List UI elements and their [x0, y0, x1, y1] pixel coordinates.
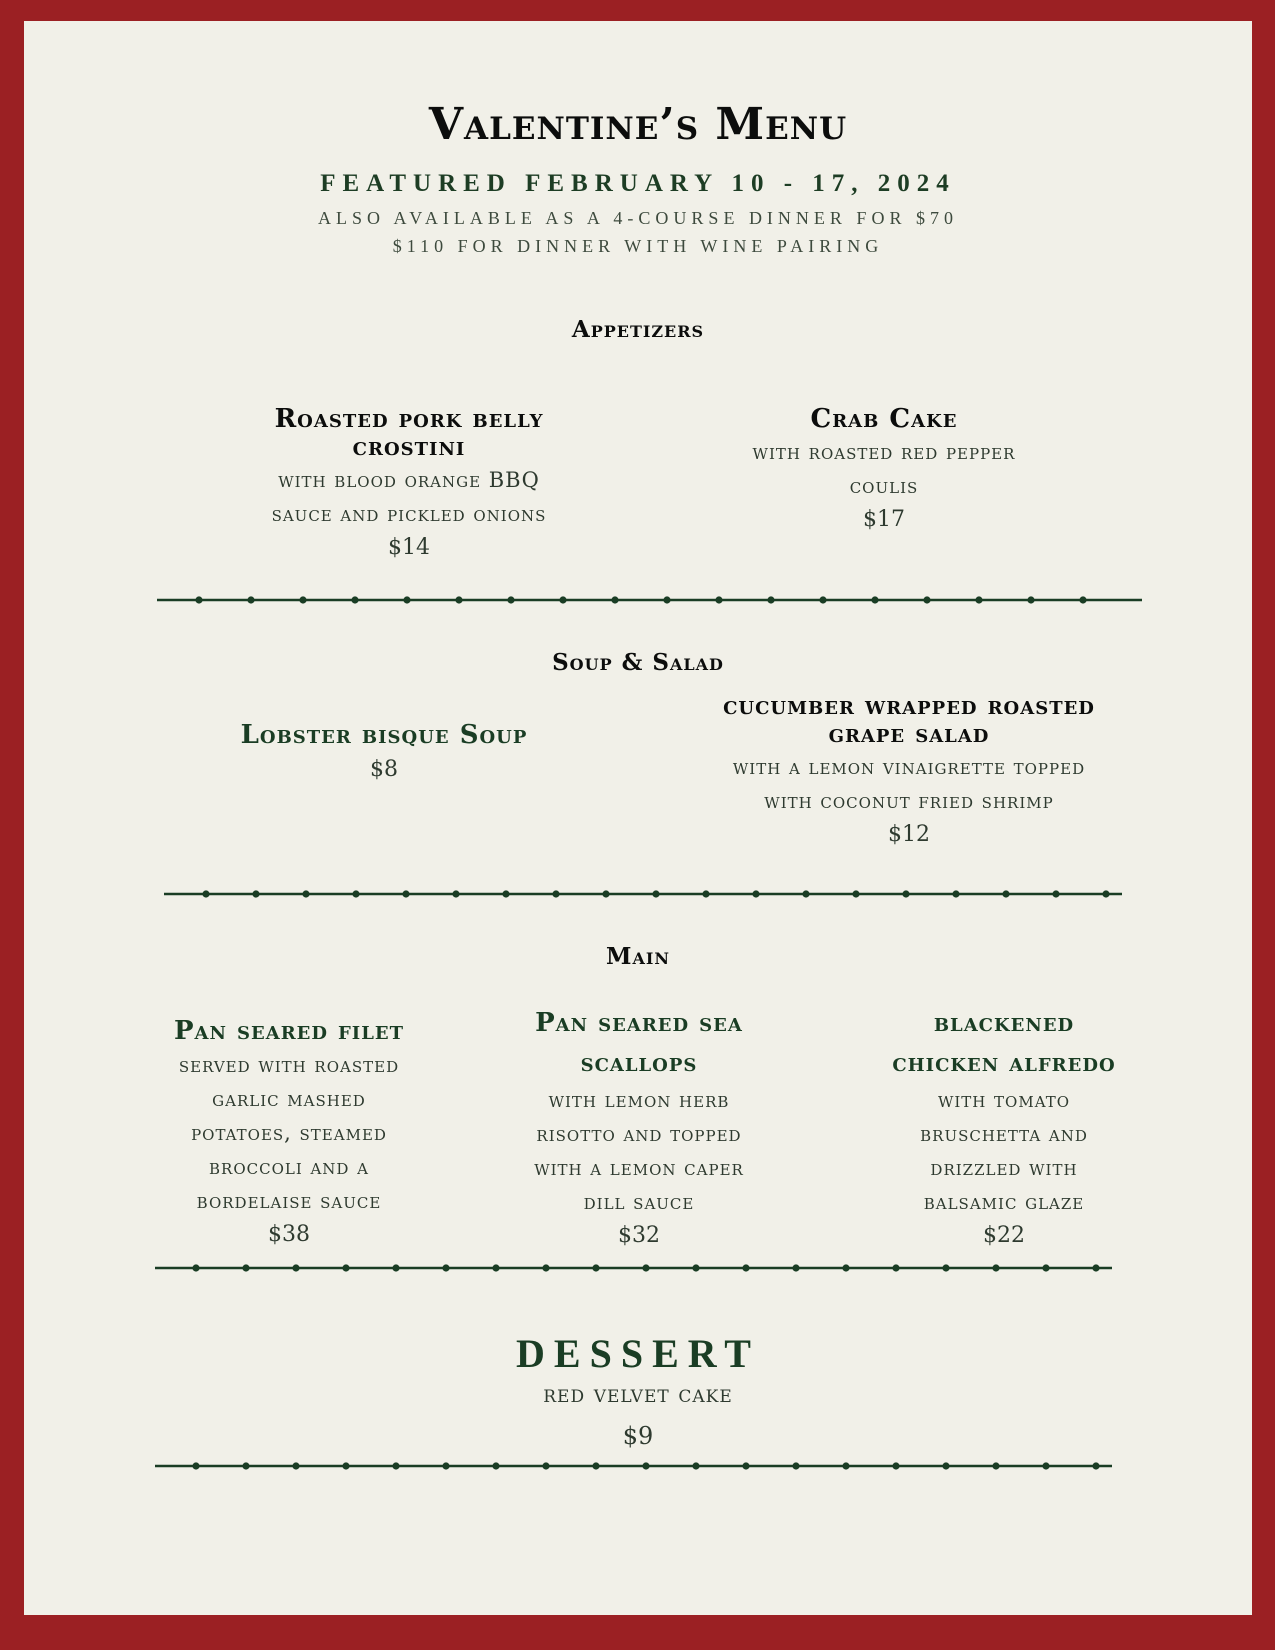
main-item	[849, 1003, 1159, 1253]
soup-salad-item	[184, 721, 584, 787]
item-price: $14	[388, 535, 430, 560]
divider-dot	[542, 1264, 549, 1271]
item-description: with coconut fried shrimp	[764, 789, 1054, 813]
item-price: $22	[983, 1223, 1025, 1248]
divider-dot	[452, 890, 459, 897]
divider-dot	[592, 1462, 599, 1469]
divider-dot	[351, 596, 358, 603]
menu-page	[24, 21, 1252, 1615]
section-divider	[24, 1260, 1252, 1276]
section-title-appetizers: Appetizers	[571, 316, 705, 343]
item-description: coulis	[849, 474, 919, 498]
item-description: drizzled with	[930, 1156, 1078, 1180]
divider-dot	[195, 596, 202, 603]
item-name: Pan seared filet	[173, 1016, 404, 1046]
divider-dot	[559, 596, 566, 603]
wine-pairing-note: $110 FOR DINNER WITH WINE PAIRING	[392, 236, 884, 256]
divider-dot	[642, 1462, 649, 1469]
divider-dot	[1042, 1462, 1049, 1469]
divider-dot	[792, 1462, 799, 1469]
divider-dot	[299, 596, 306, 603]
divider-dot	[592, 1264, 599, 1271]
featured-dates: FEATURED FEBRUARY 10 - 17, 2024	[320, 170, 956, 197]
item-description: with roasted red pepper	[752, 440, 1016, 464]
divider-dot	[715, 596, 722, 603]
divider-dot	[302, 890, 309, 897]
item-description: with blood orange BBQ	[278, 468, 540, 492]
divider-dot	[442, 1264, 449, 1271]
dessert-price: $9	[622, 1422, 654, 1450]
divider-dot	[742, 1462, 749, 1469]
appetizer-item	[664, 405, 1104, 537]
item-name: cucumber wrapped roasted	[723, 691, 1095, 721]
item-description: potatoes, steamed	[191, 1121, 387, 1145]
item-name: grape salad	[828, 719, 990, 749]
divider-dot	[392, 1264, 399, 1271]
divider-dot	[602, 890, 609, 897]
appetizer-item	[189, 405, 629, 565]
item-name: chicken alfredo	[892, 1048, 1116, 1078]
item-price: $17	[863, 507, 905, 532]
dessert-item: red velvet cake	[543, 1380, 733, 1408]
divider-dot	[842, 1264, 849, 1271]
divider-dot	[842, 1462, 849, 1469]
divider-dot	[892, 1264, 899, 1271]
item-description: with tomato	[937, 1088, 1071, 1112]
section-divider	[24, 1458, 1252, 1474]
divider-dot	[1027, 596, 1034, 603]
divider-dot	[819, 596, 826, 603]
divider-dot	[247, 596, 254, 603]
divider-dot	[892, 1462, 899, 1469]
divider-dot	[1092, 1264, 1099, 1271]
divider-dot	[455, 596, 462, 603]
divider-dot	[342, 1264, 349, 1271]
divider-dot	[702, 890, 709, 897]
divider-dot	[507, 596, 514, 603]
divider-dot	[352, 890, 359, 897]
section-title-dessert: DESSERT	[516, 1331, 760, 1376]
soup-salad-item	[639, 692, 1179, 852]
section-divider	[24, 592, 1252, 608]
divider-dot	[492, 1462, 499, 1469]
item-description: risotto and topped	[536, 1122, 742, 1146]
item-description: garlic mashed	[212, 1087, 366, 1111]
divider-dot	[802, 890, 809, 897]
item-price: $32	[618, 1223, 660, 1248]
divider-dot	[1102, 890, 1109, 897]
divider-dot	[1092, 1462, 1099, 1469]
divider-dot	[542, 1462, 549, 1469]
divider-dot	[242, 1462, 249, 1469]
section-divider	[24, 886, 1252, 902]
divider-dot	[942, 1462, 949, 1469]
main-item	[134, 1014, 444, 1252]
divider-dot	[202, 890, 209, 897]
divider-dot	[292, 1264, 299, 1271]
item-description: served with roasted	[178, 1053, 400, 1077]
divider-dot	[502, 890, 509, 897]
divider-dot	[402, 890, 409, 897]
divider-dot	[192, 1264, 199, 1271]
divider-dot	[663, 596, 670, 603]
divider-dot	[1079, 596, 1086, 603]
divider-dot	[992, 1264, 999, 1271]
item-name: blackened	[933, 1008, 1075, 1038]
item-name: Roasted pork belly	[274, 404, 544, 434]
divider-dot	[952, 890, 959, 897]
divider-dot	[742, 1264, 749, 1271]
item-description: sauce and pickled onions	[271, 502, 547, 526]
item-description: bordelaise sauce	[196, 1189, 382, 1213]
divider-dot	[1052, 890, 1059, 897]
menu-title: Valentine’s Menu	[428, 99, 848, 150]
divider-dot	[192, 1462, 199, 1469]
item-description: dill sauce	[583, 1190, 695, 1214]
item-name: Crab Cake	[810, 404, 958, 434]
item-description: with a lemon vinaigrette topped	[732, 755, 1086, 779]
item-name: Pan seared sea	[535, 1008, 743, 1038]
item-description: broccoli and a	[209, 1155, 369, 1179]
divider-dot	[342, 1462, 349, 1469]
divider-dot	[1042, 1264, 1049, 1271]
divider-dot	[871, 596, 878, 603]
divider-dot	[902, 890, 909, 897]
divider-dot	[392, 1462, 399, 1469]
item-description: with lemon herb	[548, 1088, 730, 1112]
divider-dot	[692, 1462, 699, 1469]
course-dinner-note: ALSO AVAILABLE AS A 4-COURSE DINNER FOR $70	[318, 208, 958, 228]
main-item	[484, 1003, 794, 1253]
section-title-main: Main	[606, 943, 670, 970]
item-price: $38	[268, 1222, 310, 1247]
item-name: scallops	[580, 1048, 698, 1078]
divider-dot	[975, 596, 982, 603]
item-price: $8	[370, 757, 398, 782]
divider-dot	[292, 1462, 299, 1469]
divider-dot	[942, 1264, 949, 1271]
item-description: with a lemon caper	[534, 1156, 744, 1180]
item-price: $12	[888, 822, 930, 847]
divider-dot	[792, 1264, 799, 1271]
divider-dot	[492, 1264, 499, 1271]
divider-dot	[767, 596, 774, 603]
divider-dot	[242, 1264, 249, 1271]
divider-dot	[923, 596, 930, 603]
divider-dot	[442, 1462, 449, 1469]
divider-dot	[692, 1264, 699, 1271]
divider-dot	[992, 1462, 999, 1469]
section-title-soup-salad: Soup & Salad	[552, 649, 724, 676]
divider-dot	[752, 890, 759, 897]
divider-dot	[852, 890, 859, 897]
item-name: crostini	[352, 432, 466, 462]
item-name: Lobster bisque Soup	[240, 720, 528, 750]
item-description: balsamic glaze	[923, 1190, 1085, 1214]
divider-dot	[552, 890, 559, 897]
divider-dot	[642, 1264, 649, 1271]
divider-dot	[1002, 890, 1009, 897]
divider-dot	[611, 596, 618, 603]
divider-dot	[403, 596, 410, 603]
divider-dot	[652, 890, 659, 897]
divider-dot	[252, 890, 259, 897]
item-description: bruschetta and	[920, 1122, 1088, 1146]
